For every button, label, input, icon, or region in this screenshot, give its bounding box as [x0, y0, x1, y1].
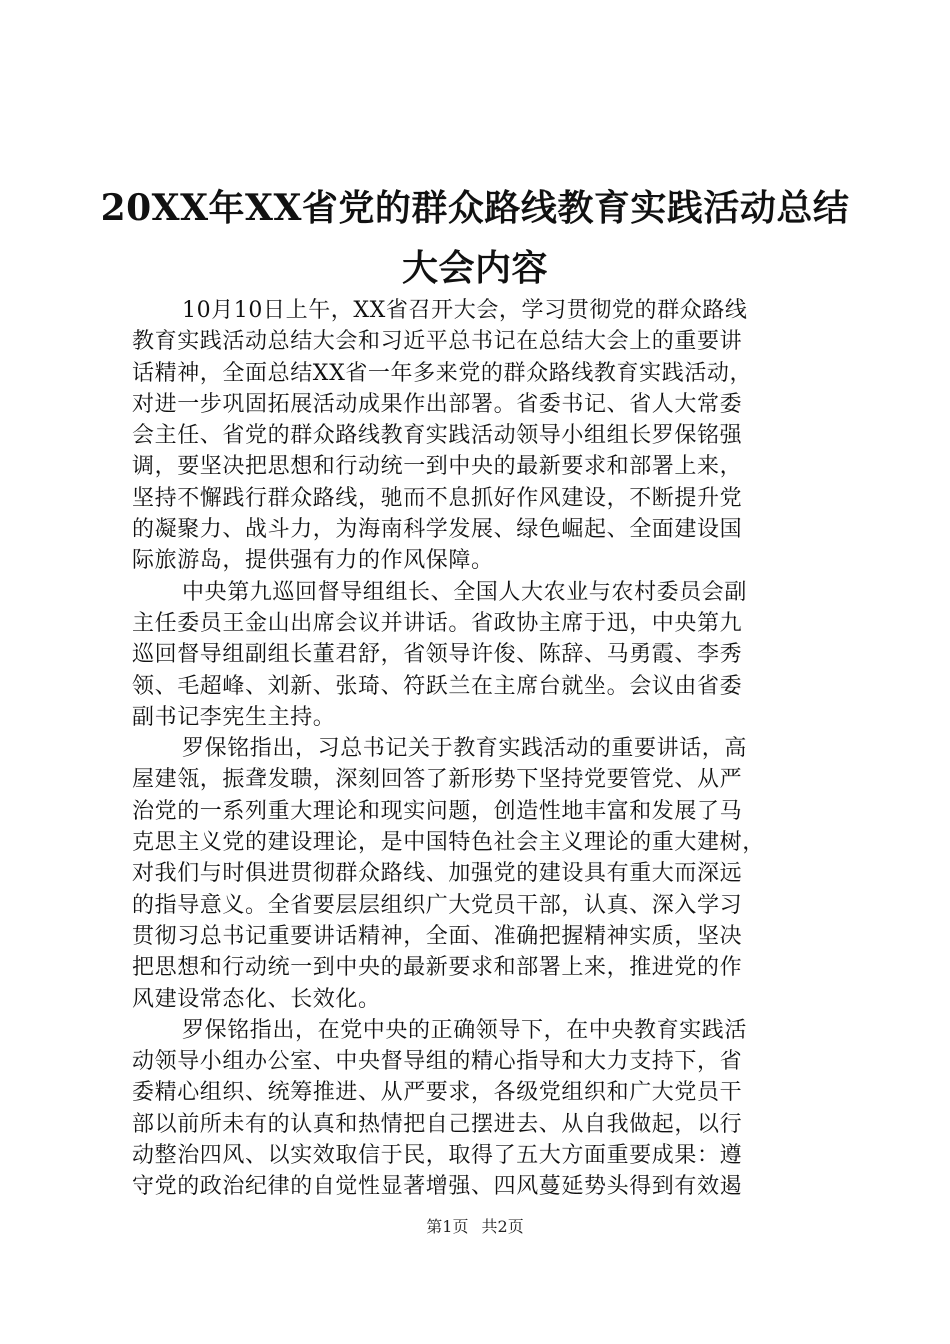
page-total: 共2页 [481, 1217, 524, 1236]
text-line: 动整治四风、以实效取信于民，取得了五大方面重要成果：遵 [132, 1143, 743, 1169]
page-footer [0, 1216, 950, 1238]
paragraph [132, 577, 832, 733]
text-line: 10月10日上午，XX省召开大会，学习贯彻党的群众路线 [182, 298, 748, 323]
page-number: 第1页 [426, 1217, 469, 1236]
text-line: 把思想和行动统一到中央的最新要求和部署上来，推进党的作 [132, 955, 743, 981]
text-line: 动领导小组办公室、中央督导组的精心指导和大力支持下，省 [132, 1049, 743, 1075]
paragraph [132, 295, 832, 577]
text-line: 坚持不懈践行群众路线，驰而不息抓好作风建设，不断提升党 [132, 485, 743, 511]
document-title [90, 178, 860, 298]
text-line: 罗保铭指出，在党中央的正确领导下，在中央教育实践活 [182, 1017, 748, 1043]
text-line: 调，要坚决把思想和行动统一到中央的最新要求和部署上来， [132, 454, 743, 480]
text-line: 屋建瓴，振聋发聩，深刻回答了新形势下坚持党要管党、从严 [132, 767, 743, 793]
title-line-1: 20XX年XX省党的群众路线教育实践活动总结 [100, 187, 850, 229]
text-line: 对进一步巩固拓展活动成果作出部署。省委书记、省人大常委 [132, 391, 743, 417]
document-body [132, 295, 832, 1203]
text-line: 的凝聚力、战斗力，为海南科学发展、绿色崛起、全面建设国 [132, 517, 743, 543]
text-line: 克思主义党的建设理论，是中国特色社会主义理论的重大建树， [132, 830, 765, 856]
text-line: 守党的政治纪律的自觉性显著增强、四风蔓延势头得到有效遏 [132, 1174, 743, 1200]
text-line: 巡回督导组副组长董君舒，省领导许俊、陈辞、马勇霞、李秀 [132, 642, 743, 668]
text-line: 部以前所未有的认真和热情把自己摆进去、从自我做起，以行 [132, 1111, 743, 1137]
paragraph [132, 1015, 832, 1203]
text-line: 贯彻习总书记重要讲话精神，全面、准确把握精神实质，坚决 [132, 923, 743, 949]
paragraph [132, 733, 832, 1015]
title-line-2: 大会内容 [401, 247, 548, 289]
text-line: 风建设常态化、长效化。 [132, 986, 381, 1012]
text-line: 教育实践活动总结大会和习近平总书记在总结大会上的重要讲 [132, 329, 743, 355]
text-line: 主任委员王金山出席会议并讲话。省政协主席于迅，中央第九 [132, 610, 743, 636]
text-line: 治党的一系列重大理论和现实问题，创造性地丰富和发展了马 [132, 798, 743, 824]
text-line: 中央第九巡回督导组组长、全国人大农业与农村委员会副 [182, 579, 748, 605]
text-line: 际旅游岛，提供强有力的作风保障。 [132, 548, 494, 574]
text-line: 话精神，全面总结XX省一年多来党的群众路线教育实践活动， [132, 360, 753, 386]
text-line: 会主任、省党的群众路线教育实践活动领导小组组长罗保铭强 [132, 423, 743, 449]
text-line: 罗保铭指出，习总书记关于教育实践活动的重要讲话，高 [182, 736, 748, 762]
text-line: 对我们与时俱进贯彻群众路线、加强党的建设具有重大而深远 [132, 861, 743, 887]
text-line: 领、毛超峰、刘新、张琦、符跃兰在主席台就坐。会议由省委 [132, 673, 743, 699]
text-line: 副书记李宪生主持。 [132, 704, 336, 730]
text-line: 的指导意义。全省要层层组织广大党员干部，认真、深入学习 [132, 892, 743, 918]
text-line: 委精心组织、统筹推进、从严要求，各级党组织和广大党员干 [132, 1080, 743, 1106]
